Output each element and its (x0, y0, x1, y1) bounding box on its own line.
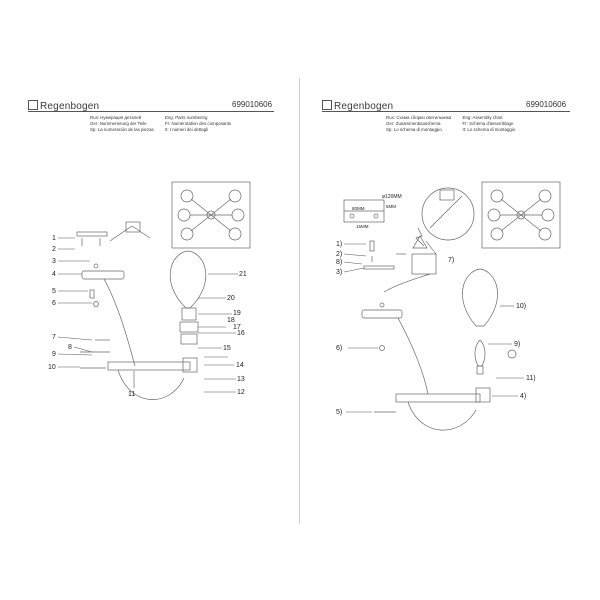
part-number: 4 (52, 271, 56, 278)
step-label: 1) (336, 241, 343, 248)
canopy (82, 264, 135, 366)
part-number: 1 (52, 235, 56, 242)
mounting-detail (77, 222, 150, 246)
product-code: 699010606 (526, 100, 567, 109)
part-number: 17 (233, 324, 241, 331)
wiring-detail (416, 188, 474, 246)
step-label: 8) (336, 259, 343, 266)
part-number: 8 (68, 344, 72, 351)
arm-assembly (108, 358, 197, 400)
part-number: 9 (52, 351, 56, 358)
part-number: 13 (237, 376, 245, 383)
product-code: 699010606 (232, 100, 273, 109)
part-number: 20 (227, 295, 235, 302)
part-number: 21 (239, 271, 247, 278)
part-number: 16 (237, 330, 245, 337)
dim-80: 80MM (352, 206, 365, 211)
caption-line: Rus: Схема сборки светильника (386, 115, 452, 120)
bulb (462, 269, 516, 374)
step-label: 6) (336, 345, 343, 352)
assembly-chart-sheet (300, 78, 600, 524)
caption-line: It: Lo schema di montaggio (462, 127, 516, 132)
top-view-inset (172, 182, 250, 248)
step-label: 11) (526, 375, 536, 382)
dim-diameter: ø120MM (382, 194, 402, 200)
step-label: 3) (336, 269, 343, 276)
part-number: 11 (128, 391, 136, 398)
part-number: 14 (236, 362, 244, 369)
step-label: 4) (520, 393, 527, 400)
part-number: 19 (233, 310, 241, 317)
part-number: 7 (52, 334, 56, 341)
brand-logo: Regenbogen (322, 100, 393, 112)
parts-diagram (0, 78, 300, 524)
leader-lines (58, 238, 238, 392)
part-number: 5 (52, 288, 56, 295)
bulb (170, 251, 206, 344)
caption-line: Ger: Zusammenbauschema (386, 121, 441, 126)
step-label: 10) (516, 303, 527, 310)
caption-line: It: I numeri dei dettagli (164, 127, 209, 132)
part-number: 15 (223, 345, 231, 352)
dimension-drawing (344, 200, 384, 222)
caption-line: Eng: Parts numbering (164, 115, 208, 120)
leader-lines (344, 241, 527, 412)
small-parts (80, 290, 110, 368)
caption-line: Sp: La numeración de las piezas (90, 127, 154, 132)
dim-5: 5MM (386, 204, 396, 209)
dim-15: 15MM (356, 224, 369, 229)
caption-line: Fr: Schéma d'assemblage (462, 121, 514, 126)
part-number: 12 (237, 389, 245, 396)
caption-line: Rus: Нумерация деталей (90, 115, 142, 120)
step-label: 5) (336, 409, 343, 416)
part-number: 10 (48, 364, 56, 371)
caption-line: Fr: Numérotation des composants (164, 121, 232, 126)
step-label: 2) (336, 251, 343, 258)
step-label: 9) (514, 341, 521, 348)
assembly-diagram (300, 78, 600, 524)
part-number: 2 (52, 246, 56, 253)
mounting-parts (362, 241, 490, 430)
caption-line: Eng: Assembly chart (462, 115, 503, 120)
caption-line: Sp: Lo schema di montaggio (386, 127, 442, 132)
step-label: 7) (448, 257, 455, 264)
top-view-inset (482, 182, 560, 248)
part-number: 6 (52, 300, 56, 307)
brand-logo: Regenbogen (28, 100, 99, 112)
part-number: 3 (52, 258, 56, 265)
part-number: 18 (227, 317, 235, 324)
caption-line: Ger: Nummerierung der Teile (90, 121, 147, 126)
parts-numbering-sheet (0, 78, 300, 524)
